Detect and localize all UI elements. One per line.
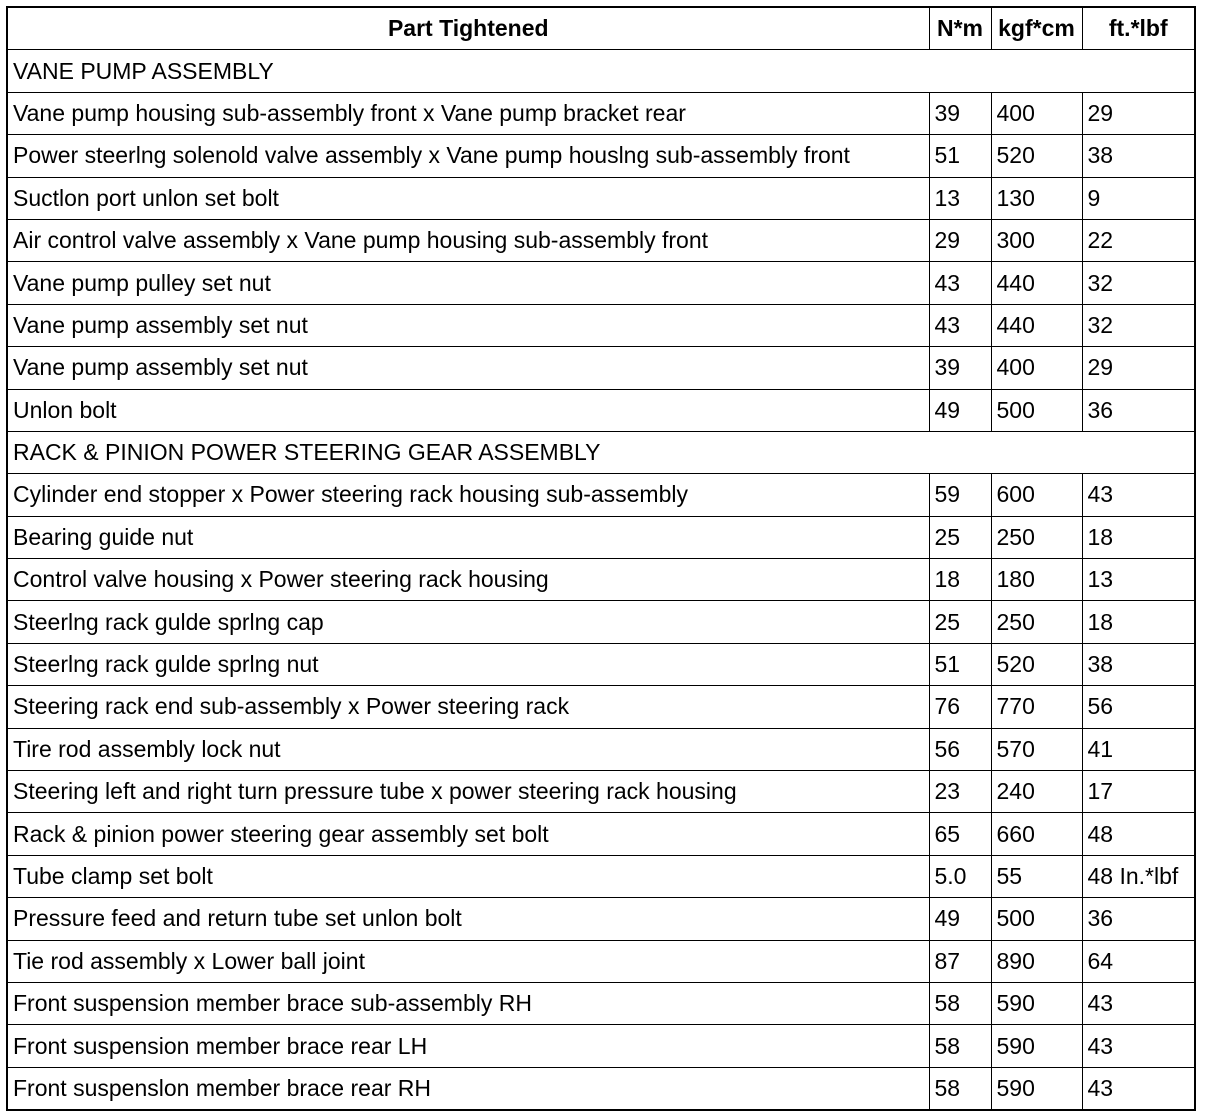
cell-ft-lbf: 48 <box>1082 813 1195 855</box>
table-row <box>7 135 1195 177</box>
table-row <box>7 177 1195 219</box>
cell-ft-lbf: 18 <box>1082 601 1195 643</box>
cell-kgf-cm: 250 <box>991 516 1082 558</box>
cell-kgf-cm: 300 <box>991 219 1082 261</box>
cell-ft-lbf: 9 <box>1082 177 1195 219</box>
cell-kgf-cm: 180 <box>991 559 1082 601</box>
header-kgf-cm: kgf*cm <box>991 7 1082 50</box>
cell-kgf-cm: 250 <box>991 601 1082 643</box>
cell-part-name: Cylinder end stopper x Power steering rack housing sub-assembly <box>7 474 929 516</box>
section-row <box>7 50 1195 92</box>
cell-nm: 43 <box>929 304 991 346</box>
cell-kgf-cm: 520 <box>991 135 1082 177</box>
table-row <box>7 855 1195 897</box>
cell-ft-lbf: 43 <box>1082 474 1195 516</box>
cell-nm: 49 <box>929 898 991 940</box>
table-row <box>7 686 1195 728</box>
cell-part-name: Vane pump housing sub-assembly front x Vane pump bracket rear <box>7 92 929 134</box>
table-row <box>7 92 1195 134</box>
cell-ft-lbf: 36 <box>1082 898 1195 940</box>
cell-nm: 39 <box>929 92 991 134</box>
table-row <box>7 304 1195 346</box>
cell-kgf-cm: 500 <box>991 389 1082 431</box>
table-row <box>7 771 1195 813</box>
table-row <box>7 982 1195 1024</box>
cell-kgf-cm: 240 <box>991 771 1082 813</box>
cell-kgf-cm: 590 <box>991 1067 1082 1110</box>
cell-part-name: Control valve housing x Power steering rack housing <box>7 559 929 601</box>
cell-ft-lbf: 48 In.*lbf <box>1082 855 1195 897</box>
table-body <box>7 50 1195 1110</box>
cell-nm: 39 <box>929 347 991 389</box>
table-row <box>7 219 1195 261</box>
table-row <box>7 1067 1195 1110</box>
table-row <box>7 1025 1195 1067</box>
table-row <box>7 389 1195 431</box>
cell-ft-lbf: 13 <box>1082 559 1195 601</box>
cell-nm: 56 <box>929 728 991 770</box>
cell-nm: 59 <box>929 474 991 516</box>
section-title: VANE PUMP ASSEMBLY <box>7 50 1195 92</box>
cell-ft-lbf: 38 <box>1082 135 1195 177</box>
cell-kgf-cm: 660 <box>991 813 1082 855</box>
cell-part-name: Power steerlng solenold valve assembly x Vane pump houslng sub-assembly front <box>7 135 929 177</box>
cell-ft-lbf: 43 <box>1082 1067 1195 1110</box>
cell-part-name: Vane pump pulley set nut <box>7 262 929 304</box>
cell-part-name: Suctlon port unlon set bolt <box>7 177 929 219</box>
cell-part-name: Vane pump assembly set nut <box>7 347 929 389</box>
cell-nm: 58 <box>929 982 991 1024</box>
cell-ft-lbf: 43 <box>1082 1025 1195 1067</box>
table-header-row <box>7 7 1195 50</box>
table-row <box>7 347 1195 389</box>
header-part-tightened: Part Tightened <box>7 7 929 50</box>
cell-part-name: Bearing guide nut <box>7 516 929 558</box>
cell-part-name: Pressure feed and return tube set unlon bolt <box>7 898 929 940</box>
cell-ft-lbf: 32 <box>1082 262 1195 304</box>
cell-part-name: Front suspension member brace sub-assembly RH <box>7 982 929 1024</box>
cell-nm: 87 <box>929 940 991 982</box>
cell-ft-lbf: 29 <box>1082 347 1195 389</box>
cell-kgf-cm: 590 <box>991 982 1082 1024</box>
header-ft-lbf: ft.*lbf <box>1082 7 1195 50</box>
cell-nm: 49 <box>929 389 991 431</box>
cell-ft-lbf: 36 <box>1082 389 1195 431</box>
cell-part-name: Rack & pinion power steering gear assembly set bolt <box>7 813 929 855</box>
table-row <box>7 940 1195 982</box>
table-row <box>7 643 1195 685</box>
cell-part-name: Air control valve assembly x Vane pump housing sub-assembly front <box>7 219 929 261</box>
cell-part-name: Steerlng rack gulde sprlng nut <box>7 643 929 685</box>
cell-part-name: Front suspension member brace rear LH <box>7 1025 929 1067</box>
cell-nm: 25 <box>929 601 991 643</box>
cell-part-name: Tube clamp set bolt <box>7 855 929 897</box>
cell-kgf-cm: 770 <box>991 686 1082 728</box>
cell-nm: 58 <box>929 1067 991 1110</box>
cell-nm: 58 <box>929 1025 991 1067</box>
cell-nm: 51 <box>929 643 991 685</box>
cell-ft-lbf: 22 <box>1082 219 1195 261</box>
cell-kgf-cm: 55 <box>991 855 1082 897</box>
cell-nm: 18 <box>929 559 991 601</box>
cell-kgf-cm: 890 <box>991 940 1082 982</box>
table-row <box>7 813 1195 855</box>
cell-ft-lbf: 29 <box>1082 92 1195 134</box>
cell-nm: 43 <box>929 262 991 304</box>
cell-nm: 23 <box>929 771 991 813</box>
table-row <box>7 601 1195 643</box>
cell-kgf-cm: 400 <box>991 347 1082 389</box>
section-title: RACK & PINION POWER STEERING GEAR ASSEMBLY <box>7 431 1195 473</box>
cell-ft-lbf: 41 <box>1082 728 1195 770</box>
cell-part-name: Steering rack end sub-assembly x Power steering rack <box>7 686 929 728</box>
cell-part-name: Steering left and right turn pressure tube x power steering rack housing <box>7 771 929 813</box>
header-nm: N*m <box>929 7 991 50</box>
cell-kgf-cm: 520 <box>991 643 1082 685</box>
cell-kgf-cm: 570 <box>991 728 1082 770</box>
torque-table-container <box>6 6 1196 1111</box>
cell-part-name: Front suspenslon member brace rear RH <box>7 1067 929 1110</box>
table-row <box>7 262 1195 304</box>
table-row <box>7 474 1195 516</box>
cell-part-name: Unlon bolt <box>7 389 929 431</box>
cell-nm: 5.0 <box>929 855 991 897</box>
cell-part-name: Tie rod assembly x Lower ball joint <box>7 940 929 982</box>
cell-kgf-cm: 500 <box>991 898 1082 940</box>
table-row <box>7 559 1195 601</box>
torque-spec-table <box>6 6 1196 1111</box>
cell-part-name: Steerlng rack gulde sprlng cap <box>7 601 929 643</box>
cell-ft-lbf: 17 <box>1082 771 1195 813</box>
cell-nm: 51 <box>929 135 991 177</box>
cell-nm: 29 <box>929 219 991 261</box>
cell-ft-lbf: 18 <box>1082 516 1195 558</box>
cell-kgf-cm: 400 <box>991 92 1082 134</box>
section-row <box>7 431 1195 473</box>
cell-ft-lbf: 43 <box>1082 982 1195 1024</box>
cell-ft-lbf: 32 <box>1082 304 1195 346</box>
cell-nm: 13 <box>929 177 991 219</box>
cell-kgf-cm: 600 <box>991 474 1082 516</box>
cell-ft-lbf: 64 <box>1082 940 1195 982</box>
cell-part-name: Tire rod assembly lock nut <box>7 728 929 770</box>
cell-ft-lbf: 56 <box>1082 686 1195 728</box>
cell-nm: 65 <box>929 813 991 855</box>
table-row <box>7 516 1195 558</box>
cell-kgf-cm: 130 <box>991 177 1082 219</box>
cell-ft-lbf: 38 <box>1082 643 1195 685</box>
cell-nm: 76 <box>929 686 991 728</box>
table-row <box>7 898 1195 940</box>
cell-kgf-cm: 440 <box>991 262 1082 304</box>
cell-nm: 25 <box>929 516 991 558</box>
cell-part-name: Vane pump assembly set nut <box>7 304 929 346</box>
table-row <box>7 728 1195 770</box>
cell-kgf-cm: 440 <box>991 304 1082 346</box>
cell-kgf-cm: 590 <box>991 1025 1082 1067</box>
